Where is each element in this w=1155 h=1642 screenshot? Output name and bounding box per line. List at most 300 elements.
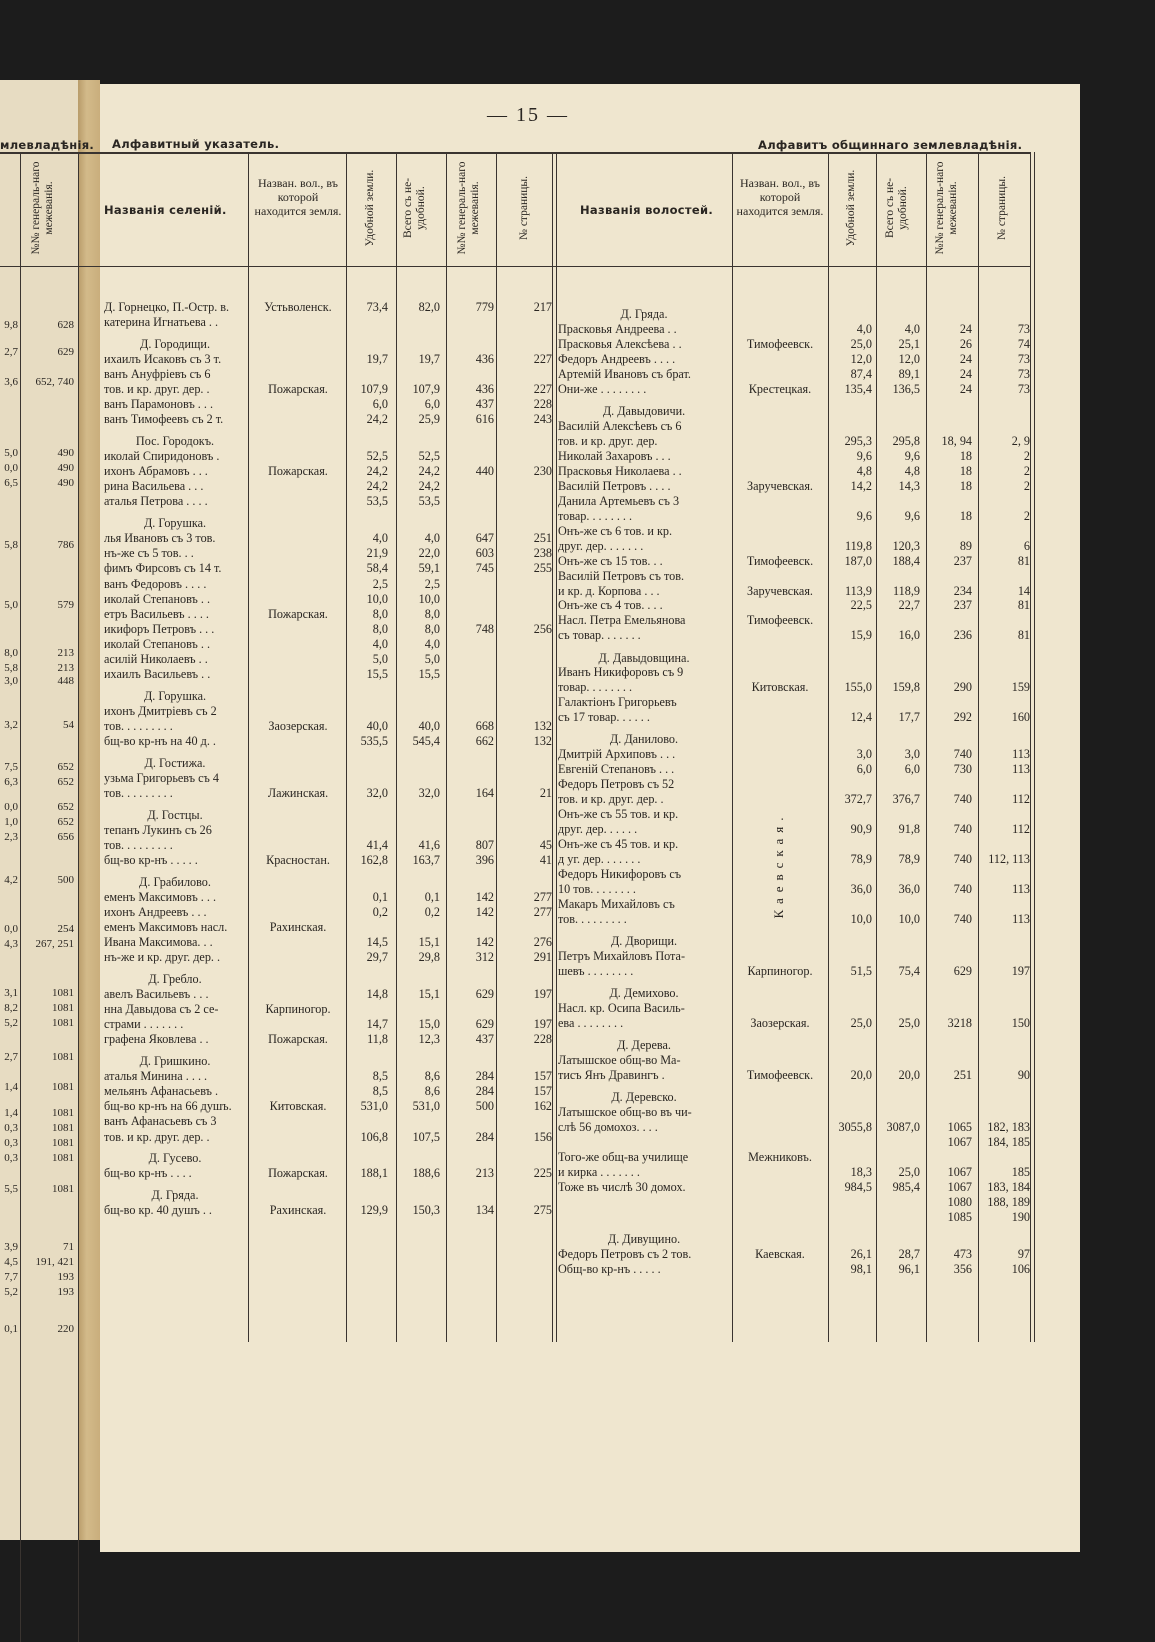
land-value: 24,2 bbox=[366, 464, 388, 479]
prev-page-value: 3,1 bbox=[4, 987, 18, 999]
entry-name: ихаилъ Васильевъ . . bbox=[104, 667, 211, 682]
settlement-heading: Д. Грабилово. bbox=[139, 874, 211, 889]
entry-name: Иванъ Никифоровъ съ 9 bbox=[558, 665, 684, 680]
page-ref: 2 bbox=[1023, 463, 1030, 478]
survey-number: 142 bbox=[475, 904, 494, 919]
volost-name: Рахинская. bbox=[269, 1203, 327, 1218]
entry-name: аталья Минина . . . . bbox=[104, 1069, 208, 1084]
volost-name: Лажинская. bbox=[267, 786, 329, 800]
survey-number: 473 bbox=[953, 1246, 972, 1261]
total-value: 150,3 bbox=[412, 1203, 440, 1218]
prev-page-header-survey: №№ генераль-наго межеванія. bbox=[30, 161, 55, 255]
land-value: 3,0 bbox=[856, 747, 872, 762]
survey-number: 740 bbox=[953, 822, 972, 837]
volost-name: Тимофеевск. bbox=[746, 613, 814, 628]
survey-number: 142 bbox=[475, 889, 494, 904]
land-value: 40,0 bbox=[366, 719, 388, 733]
page-ref: 243 bbox=[533, 412, 552, 427]
total-value: 4,0 bbox=[424, 636, 440, 651]
header-village-names: Названія селеній. bbox=[104, 203, 227, 217]
page-ref: 185 bbox=[1011, 1164, 1030, 1179]
volost-name: Тимофеевск. bbox=[746, 337, 814, 352]
prev-page-value: 5,2 bbox=[4, 1286, 18, 1298]
prev-page-value: 4,3 bbox=[4, 938, 18, 950]
prev-page-value: 1081 bbox=[52, 987, 74, 999]
settlement-heading: Д. Дерева. bbox=[617, 1038, 671, 1053]
page-ref: 73 bbox=[1017, 381, 1030, 396]
settlement-heading: Д. Гребло. bbox=[148, 971, 202, 986]
survey-number: 740 bbox=[953, 792, 972, 807]
total-value: 8,0 bbox=[424, 621, 440, 636]
column-rule bbox=[1034, 152, 1035, 1342]
settlement-heading: Д. Гряда. bbox=[620, 307, 668, 322]
entry-name: ванъ Ануфріевъ съ 6 bbox=[104, 367, 211, 381]
entry-name: катерина Игнатьева . . bbox=[104, 315, 219, 330]
prev-page-value: 213 bbox=[57, 647, 74, 659]
survey-number: 616 bbox=[475, 412, 494, 427]
total-value: 6,0 bbox=[424, 397, 440, 412]
entry-name: еменъ Максимовъ . . . bbox=[104, 889, 217, 904]
volost-name: Каевская. bbox=[755, 1246, 805, 1261]
entry-name: икифоръ Петровъ . . . bbox=[104, 621, 215, 636]
page-ref: 150 bbox=[1011, 1015, 1030, 1030]
entry-name: иколай Степановъ . . bbox=[104, 591, 211, 606]
land-value: 4,0 bbox=[372, 531, 388, 546]
header-total-left: Всего съ не-удобной. bbox=[402, 177, 427, 239]
entry-name: товар. . . . . . . . bbox=[558, 508, 633, 523]
volost-name: Заозерская. bbox=[268, 719, 328, 733]
volost-name: Красностан. bbox=[266, 853, 330, 867]
prev-page-value: 7,7 bbox=[4, 1271, 18, 1283]
land-value: 98,1 bbox=[850, 1261, 872, 1276]
page-ref: 113 bbox=[1012, 762, 1030, 777]
total-value: 2,5 bbox=[424, 576, 440, 591]
entry-name: тов. . . . . . . . . bbox=[104, 719, 173, 733]
survey-number: 164 bbox=[475, 786, 494, 800]
land-value: 162,8 bbox=[360, 853, 388, 867]
survey-number: 312 bbox=[475, 950, 494, 965]
land-value: 9,6 bbox=[856, 508, 872, 523]
total-value: 159,8 bbox=[892, 680, 920, 695]
survey-number: 740 bbox=[953, 852, 972, 867]
volost-name: Китовская. bbox=[751, 680, 809, 695]
prev-page-value: 7,5 bbox=[4, 761, 18, 773]
entry-name: Того-же общ-ва училище bbox=[558, 1149, 689, 1164]
survey-number: 284 bbox=[475, 1084, 494, 1099]
total-value: 107,9 bbox=[412, 382, 440, 397]
page-ref: 184, 185 bbox=[987, 1135, 1030, 1149]
prev-page-value: 54 bbox=[63, 719, 74, 731]
prev-page-value: 786 bbox=[57, 539, 74, 551]
survey-number: 237 bbox=[953, 553, 972, 568]
entry-name: бщ-во кр. 40 душъ . . bbox=[104, 1203, 212, 1218]
survey-number: 779 bbox=[475, 300, 494, 314]
land-value: 20,0 bbox=[850, 1068, 872, 1082]
prev-page-value: 191, 421 bbox=[35, 1256, 74, 1268]
prev-page-value: 1,0 bbox=[4, 816, 18, 828]
survey-number: 748 bbox=[475, 621, 494, 636]
prev-page-value: 1081 bbox=[52, 1183, 74, 1195]
total-value: 163,7 bbox=[412, 853, 440, 867]
land-value: 5,0 bbox=[372, 652, 388, 666]
prev-page-value: 8,0 bbox=[4, 647, 18, 659]
prev-page-value: 1,4 bbox=[4, 1081, 18, 1093]
entry-name: ванъ Тимофеевъ съ 2 т. bbox=[104, 412, 224, 427]
land-value: 372,7 bbox=[844, 792, 872, 807]
prev-page-value: 4,2 bbox=[4, 874, 18, 886]
prev-page-value: 5,2 bbox=[4, 1017, 18, 1029]
land-value: 78,9 bbox=[850, 852, 872, 867]
volost-name: Межниковъ. bbox=[748, 1149, 812, 1164]
entry-name: Николай Захаровъ . . . bbox=[558, 448, 671, 463]
left-running-header: Алфавитный указатель. bbox=[112, 137, 280, 151]
entry-name: тов. и кр. друг. дер. . bbox=[558, 792, 664, 807]
survey-number: 24 bbox=[959, 367, 972, 381]
total-value: 53,5 bbox=[418, 494, 440, 509]
page-ref: 112 bbox=[1012, 792, 1030, 807]
entry-name: Макаръ Михайловъ съ bbox=[558, 896, 675, 911]
survey-number: 18 bbox=[959, 508, 972, 523]
entry-name: тов. . . . . . . . . bbox=[104, 786, 173, 800]
prev-page-value: 220 bbox=[57, 1323, 74, 1335]
survey-number: 24 bbox=[959, 322, 972, 337]
prev-page-value: 5,5 bbox=[4, 1183, 18, 1195]
land-value: 24,2 bbox=[366, 412, 388, 427]
entry-name: д уг. дер. . . . . . . bbox=[558, 852, 641, 867]
prev-page-value: 652 bbox=[57, 801, 74, 813]
land-value: 119,8 bbox=[845, 538, 872, 553]
survey-number: 1067 bbox=[947, 1179, 972, 1194]
prev-page-value: 652 bbox=[57, 816, 74, 828]
survey-number: 629 bbox=[953, 963, 972, 978]
prev-page-value: 9,8 bbox=[4, 319, 18, 331]
prev-page-value: 1081 bbox=[52, 1017, 74, 1029]
prev-page-value: 1081 bbox=[52, 1002, 74, 1014]
total-value: 5,0 bbox=[424, 652, 440, 666]
total-value: 41,6 bbox=[418, 837, 440, 852]
settlement-heading: Д. Гостижа. bbox=[144, 755, 206, 770]
volost-name: Устьволенск. bbox=[264, 300, 332, 314]
page-ref: 45 bbox=[539, 837, 552, 852]
page-ref: 255 bbox=[533, 561, 552, 576]
survey-number: 24 bbox=[959, 381, 972, 396]
prev-page-value: 652, 740 bbox=[35, 376, 74, 388]
entry-name: Д. Горнецко, П.-Остр. в. bbox=[104, 300, 230, 314]
volost-name: Пожарская. bbox=[268, 1166, 328, 1181]
survey-number: 134 bbox=[475, 1203, 494, 1218]
land-value: 113,9 bbox=[845, 583, 872, 598]
total-value: 10,0 bbox=[418, 591, 440, 606]
prev-page-value: 0,0 bbox=[4, 923, 18, 935]
entry-name: Петръ Михайловъ Пота- bbox=[558, 948, 686, 963]
land-value: 8,0 bbox=[372, 621, 388, 636]
entry-name: Данила Артемьевъ съ 3 bbox=[558, 493, 680, 508]
page-ref: 2 bbox=[1023, 508, 1030, 523]
settlement-heading: Д. Демихово. bbox=[609, 986, 679, 1001]
settlement-heading: Д. Городищи. bbox=[140, 336, 210, 351]
page-ref: 132 bbox=[533, 719, 552, 733]
header-land-right: Удобной земли. bbox=[845, 169, 857, 247]
survey-number: 807 bbox=[475, 837, 494, 852]
entry-name: нъ-же съ 5 тов. . . bbox=[104, 546, 194, 561]
total-value: 17,7 bbox=[898, 710, 920, 725]
survey-number: 213 bbox=[475, 1166, 494, 1181]
entry-name: Василій Петровъ съ тов. bbox=[558, 568, 684, 583]
survey-number: 24 bbox=[959, 352, 972, 367]
prev-page-value: 213 bbox=[57, 662, 74, 674]
survey-number: 292 bbox=[953, 710, 972, 725]
total-value: 29,8 bbox=[418, 950, 440, 965]
page-ref: 157 bbox=[533, 1069, 552, 1084]
entry-name: иколай Спиридоновъ . bbox=[104, 449, 220, 464]
entry-name: и кирка . . . . . . . bbox=[558, 1164, 640, 1179]
land-value: 8,5 bbox=[372, 1069, 388, 1084]
settlement-heading: Д. Гостцы. bbox=[147, 807, 203, 822]
land-value: 11,8 bbox=[367, 1032, 388, 1047]
prev-page-value: 267, 251 bbox=[35, 938, 74, 950]
survey-number: 730 bbox=[953, 762, 972, 777]
entry-name: Онъ-же съ 4 тов. . . . bbox=[558, 598, 663, 613]
land-value: 4,0 bbox=[372, 636, 388, 651]
page-ref: 14 bbox=[1017, 583, 1030, 598]
entry-name: друг. дер. . . . . . bbox=[558, 822, 638, 837]
entry-name: тов. и кр. друг. дер. . bbox=[104, 1129, 210, 1144]
total-value: 3,0 bbox=[904, 747, 920, 762]
prev-page-value: 490 bbox=[57, 447, 74, 459]
survey-number: 647 bbox=[475, 531, 494, 546]
entry-name: нна Давыдова съ 2 се- bbox=[104, 1002, 219, 1017]
land-value: 107,9 bbox=[360, 382, 388, 397]
settlement-heading: Пос. Городокъ. bbox=[135, 434, 215, 448]
prev-page-value: 1,4 bbox=[4, 1107, 18, 1119]
total-value: 28,7 bbox=[898, 1246, 920, 1261]
land-value: 188,1 bbox=[360, 1166, 388, 1181]
total-value: 545,4 bbox=[412, 734, 440, 749]
volost-name: Карпиногор. bbox=[265, 1002, 331, 1017]
entry-name: шевъ . . . . . . . . bbox=[558, 963, 634, 978]
page-ref: 90 bbox=[1017, 1068, 1030, 1082]
prev-page-value: 0,0 bbox=[4, 801, 18, 813]
land-value: 8,5 bbox=[372, 1084, 388, 1099]
survey-number: 3218 bbox=[947, 1015, 972, 1030]
prev-page-value: 629 bbox=[57, 346, 74, 358]
entry-name: страми . . . . . . . bbox=[104, 1017, 184, 1032]
header-volost-left: Назван. вол., въ которой находится земля. bbox=[254, 176, 342, 218]
survey-number: 437 bbox=[475, 397, 494, 412]
total-value: 12,0 bbox=[898, 352, 920, 367]
prev-page-value: 8,2 bbox=[4, 1002, 18, 1014]
prev-page-value: 500 bbox=[57, 874, 74, 886]
entry-name: друг. дер. . . . . . . bbox=[558, 538, 644, 553]
land-value: 14,8 bbox=[366, 987, 388, 1001]
survey-number: 1067 bbox=[947, 1135, 972, 1149]
survey-number: 26 bbox=[959, 337, 972, 352]
entry-name: тов. и кр. друг. дер. . bbox=[104, 382, 210, 397]
survey-number: 89 bbox=[959, 538, 972, 553]
survey-number: 284 bbox=[475, 1069, 494, 1084]
page-ref: 73 bbox=[1017, 322, 1030, 337]
entry-name: асилій Николаевъ . . bbox=[104, 652, 208, 666]
settlement-heading: Д. Дворищи. bbox=[610, 934, 678, 948]
page-ref: 275 bbox=[533, 1203, 552, 1218]
total-value: 118,9 bbox=[893, 583, 920, 598]
total-value: 9,6 bbox=[904, 448, 920, 463]
page-ref: 41 bbox=[539, 853, 552, 867]
settlement-heading: Д. Гришкино. bbox=[139, 1054, 211, 1068]
entry-name: бщ-во кр-нъ . . . . bbox=[104, 1166, 192, 1181]
prev-page-value: 193 bbox=[57, 1271, 74, 1283]
land-value: 19,7 bbox=[366, 351, 388, 366]
page-number: — 15 — bbox=[487, 104, 569, 126]
survey-number: 1067 bbox=[947, 1164, 972, 1179]
page-ref: 157 bbox=[533, 1084, 552, 1099]
land-value: 58,4 bbox=[366, 561, 388, 576]
volost-name: Пожарская. bbox=[268, 1032, 328, 1047]
prev-page-value: 6,3 bbox=[4, 776, 18, 788]
prev-page-value: 3,2 bbox=[4, 719, 18, 731]
entry-name: ванъ Афанасьевъ съ 3 bbox=[104, 1114, 217, 1129]
page-ref: 112 bbox=[1012, 822, 1030, 837]
prev-page-value: 490 bbox=[57, 462, 74, 474]
total-value: 25,0 bbox=[898, 1015, 920, 1030]
entry-name: ихаилъ Исаковъ съ 3 т. bbox=[104, 351, 222, 366]
survey-number: 740 bbox=[953, 911, 972, 926]
header-volost-right: Назван. вол., въ которой находится земля. bbox=[736, 176, 824, 218]
land-value: 535,5 bbox=[360, 734, 388, 749]
entry-name: авелъ Васильевъ . . . bbox=[104, 987, 209, 1001]
entry-name: Галактіонъ Григорьевъ bbox=[558, 695, 677, 710]
kaevskaya-vertical-label: Каевская. bbox=[771, 811, 786, 919]
right-running-header: Алфавитъ общиннаго землевладѣнія. bbox=[758, 138, 1023, 152]
prev-page-value: 490 bbox=[57, 477, 74, 489]
land-value: 129,9 bbox=[360, 1203, 388, 1218]
entry-name: графена Яковлева . . bbox=[104, 1032, 209, 1047]
entry-name: Латышское общ-во Ма- bbox=[558, 1053, 681, 1068]
total-value: 40,0 bbox=[418, 719, 440, 733]
page-ref: 197 bbox=[533, 1017, 552, 1032]
land-value: 15,5 bbox=[366, 667, 388, 682]
land-value: 295,3 bbox=[844, 434, 872, 448]
entry-name: Федоръ Петровъ съ 2 тов. bbox=[558, 1246, 692, 1261]
survey-number: 662 bbox=[475, 734, 494, 749]
total-value: 36,0 bbox=[898, 881, 920, 896]
prev-page-value: 0,1 bbox=[4, 1323, 18, 1335]
survey-number: 142 bbox=[475, 935, 494, 950]
entry-name: Прасковья Алексѣева . . bbox=[558, 337, 682, 352]
total-value: 985,4 bbox=[892, 1179, 920, 1194]
land-value: 52,5 bbox=[366, 449, 388, 464]
page-ref: 217 bbox=[533, 300, 552, 314]
survey-number: 500 bbox=[475, 1099, 494, 1114]
volost-name: Китовская. bbox=[269, 1099, 327, 1114]
survey-number: 436 bbox=[475, 351, 494, 366]
land-value: 12,0 bbox=[850, 352, 872, 367]
land-value: 29,7 bbox=[366, 950, 388, 965]
total-value: 295,8 bbox=[892, 434, 920, 448]
entry-name: бщ-во кр-нъ . . . . . bbox=[104, 853, 198, 867]
header-total-right: Всего съ не-удобной. bbox=[884, 177, 909, 239]
volost-name: Пожарская. bbox=[268, 382, 328, 397]
page-ref: 277 bbox=[533, 889, 552, 904]
page-ref: 2 bbox=[1023, 448, 1030, 463]
volost-name: Карпиногор. bbox=[747, 963, 813, 978]
total-value: 10,0 bbox=[898, 911, 920, 926]
prev-page-value: 1081 bbox=[52, 1081, 74, 1093]
column-rule bbox=[248, 152, 249, 1342]
entry-name: рина Васильева . . . bbox=[104, 479, 204, 494]
land-value: 531,0 bbox=[360, 1099, 388, 1114]
page-ref: 228 bbox=[533, 397, 552, 412]
prev-page-value: 254 bbox=[57, 923, 74, 935]
total-value: 22,0 bbox=[418, 546, 440, 561]
page-ref: 2 bbox=[1023, 478, 1030, 493]
land-value: 36,0 bbox=[850, 881, 872, 896]
entry-name: тов. и кр. друг. дер. bbox=[558, 434, 658, 448]
land-value: 14,7 bbox=[366, 1017, 388, 1032]
column-rule bbox=[828, 152, 829, 1342]
total-value: 3087,0 bbox=[886, 1120, 920, 1135]
entry-name: етръ Васильевъ . . . . bbox=[104, 606, 209, 621]
page-ref: 113 bbox=[1012, 881, 1030, 896]
settlement-heading: Д. Деревско. bbox=[611, 1090, 677, 1105]
total-value: 12,3 bbox=[418, 1032, 440, 1047]
entry-name: Артемій Ивановъ съ брат. bbox=[558, 367, 691, 381]
total-value: 32,0 bbox=[418, 786, 440, 800]
survey-number: 603 bbox=[475, 546, 494, 561]
entry-name: мельянъ Афанасьевъ . bbox=[104, 1084, 219, 1099]
entry-name: съ товар. . . . . . . bbox=[558, 628, 641, 643]
page-ref: 225 bbox=[533, 1166, 552, 1181]
survey-number: 437 bbox=[475, 1032, 494, 1047]
entry-name: Федоръ Петровъ съ 52 bbox=[558, 777, 675, 792]
column-rule bbox=[1030, 152, 1031, 1342]
land-value: 155,0 bbox=[844, 680, 872, 695]
prev-page-value: 3,6 bbox=[4, 376, 18, 388]
total-value: 188,4 bbox=[892, 553, 920, 568]
page-ref: 228 bbox=[533, 1032, 552, 1047]
header-survey-left: №№ генераль-наго межеванія. bbox=[456, 161, 481, 255]
entry-name: Они-же . . . . . . . . bbox=[558, 381, 647, 396]
total-value: 20,0 bbox=[898, 1068, 920, 1082]
page-ref: 73 bbox=[1017, 352, 1030, 367]
total-value: 16,0 bbox=[898, 628, 920, 643]
survey-number: 436 bbox=[475, 382, 494, 397]
entry-name: тисъ Янъ Дравингъ . bbox=[558, 1068, 665, 1082]
total-value: 120,3 bbox=[892, 538, 920, 553]
entry-name: Василій Алексѣевъ съ 6 bbox=[558, 419, 682, 434]
entry-name: Евгеній Степановъ . . . bbox=[558, 762, 675, 777]
entry-name: ихонъ Андреевъ . . . bbox=[104, 904, 207, 919]
total-value: 96,1 bbox=[898, 1261, 920, 1276]
total-value: 19,7 bbox=[418, 351, 440, 366]
prev-page-value: 448 bbox=[57, 675, 74, 687]
survey-number: 1065 bbox=[947, 1120, 972, 1135]
entry-name: Василій Петровъ . . . . bbox=[558, 478, 671, 493]
page-ref: 97 bbox=[1017, 1246, 1030, 1261]
land-value: 106,8 bbox=[360, 1129, 388, 1144]
land-value: 984,5 bbox=[844, 1179, 872, 1194]
page-ref: 106 bbox=[1011, 1261, 1030, 1276]
land-value: 41,4 bbox=[366, 837, 388, 852]
page-ref: 227 bbox=[533, 351, 552, 366]
land-value: 14,5 bbox=[366, 935, 388, 950]
prev-page-value: 71 bbox=[63, 1241, 74, 1253]
settlement-heading: Д. Гряда. bbox=[151, 1188, 199, 1202]
land-value: 22,5 bbox=[850, 598, 872, 613]
survey-number: 740 bbox=[953, 747, 972, 762]
settlement-heading: Д. Горушка. bbox=[143, 688, 207, 703]
survey-number: 18, 94 bbox=[941, 434, 972, 448]
